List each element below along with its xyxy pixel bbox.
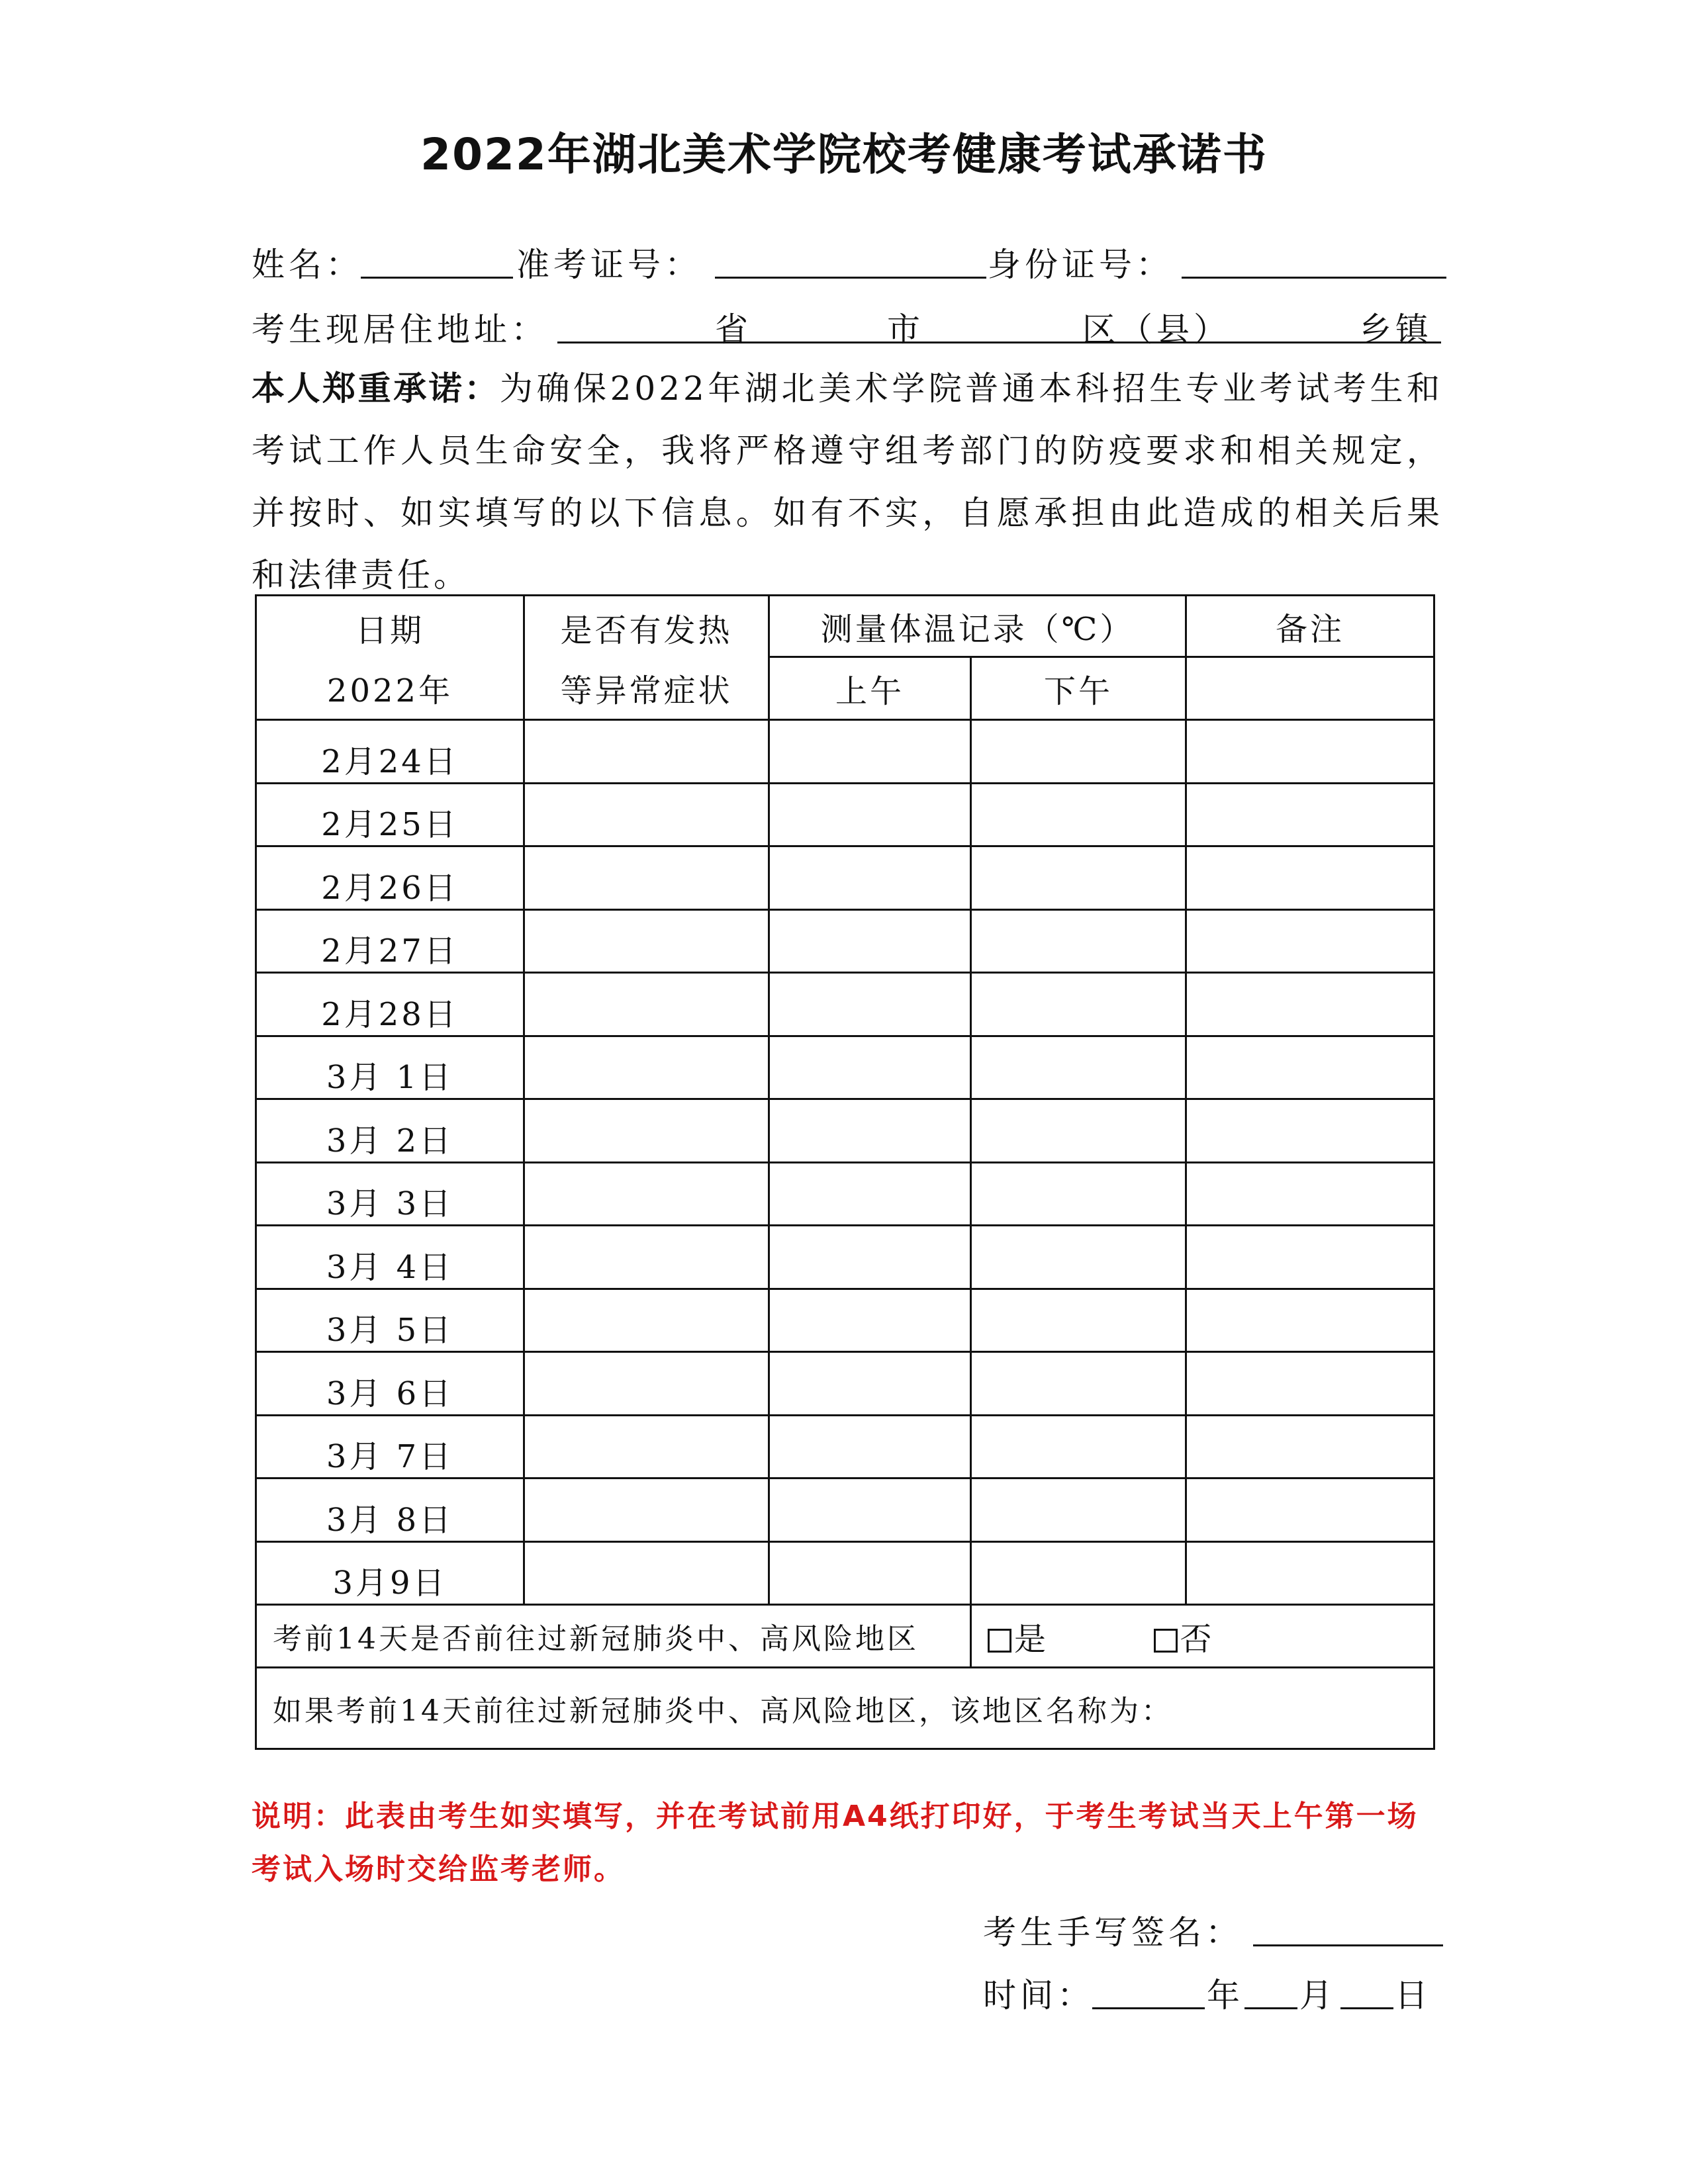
address-row (252, 303, 1443, 349)
region-name-question[interactable]: 如果考前14天前往过新冠肺炎中、高风险地区，该地区名称为： (256, 1668, 1434, 1749)
fever-cell[interactable] (524, 1289, 769, 1352)
afternoon-temp-cell[interactable] (971, 1415, 1186, 1479)
fever-header (524, 596, 769, 720)
table-row (256, 846, 1434, 910)
date-signed-row (983, 1969, 1446, 2015)
day-label: 日 (1395, 1976, 1432, 2015)
morning-temp-cell[interactable] (769, 846, 971, 910)
morning-temp-cell[interactable] (769, 1479, 971, 1542)
table-row (256, 720, 1434, 784)
remarks-cell[interactable] (1186, 1415, 1434, 1479)
table-row (256, 1352, 1434, 1416)
morning-temp-cell[interactable] (769, 783, 971, 846)
morning-temp-cell[interactable] (769, 1415, 971, 1479)
yes-checkbox[interactable] (988, 1629, 1011, 1653)
fever-header-line2: 等异常症状 (560, 672, 733, 709)
afternoon-temp-cell[interactable] (971, 1479, 1186, 1542)
morning-temp-cell[interactable] (769, 1352, 971, 1416)
fever-cell[interactable] (524, 783, 769, 846)
date-header (256, 596, 524, 720)
date-cell: 2月25日 (256, 783, 524, 846)
yes-option[interactable] (988, 1621, 1049, 1658)
date-cell: 3月 4日 (256, 1226, 524, 1289)
morning-temp-cell[interactable] (769, 1289, 971, 1352)
date-cell: 3月 6日 (256, 1352, 524, 1416)
morning-temp-cell[interactable] (769, 909, 971, 973)
year-label: 年 (1207, 1976, 1244, 2015)
remarks-cell[interactable] (1186, 973, 1434, 1036)
signature-label: 考生手写签名： (983, 1913, 1243, 1952)
fever-cell[interactable] (524, 1479, 769, 1542)
table-row (256, 909, 1434, 973)
afternoon-temp-cell[interactable] (971, 1162, 1186, 1226)
time-label: 时间： (983, 1976, 1094, 2015)
fever-cell[interactable] (524, 1415, 769, 1479)
signature-row (983, 1906, 1446, 1952)
yes-label: 是 (1014, 1620, 1049, 1658)
morning-temp-cell[interactable] (769, 1226, 971, 1289)
remarks-cell[interactable] (1186, 1162, 1434, 1226)
id-number-label: 身份证号： (988, 246, 1173, 284)
town-label: 乡镇 (1358, 310, 1432, 349)
no-label: 否 (1180, 1620, 1215, 1658)
afternoon-temp-cell[interactable] (971, 973, 1186, 1036)
remarks-cell[interactable] (1186, 1541, 1434, 1605)
instruction-note: 说明：此表由考生如实填写，并在考试前用A4纸打印好，于考生考试当天上午第一场考试入场时交给监考老师。 (252, 1799, 1419, 1886)
date-cell: 3月 3日 (256, 1162, 524, 1226)
page-title: 2022年湖北美术学院校考健康考试承诺书 (420, 129, 1268, 180)
date-cell: 3月 8日 (256, 1479, 524, 1542)
morning-temp-cell[interactable] (769, 1099, 971, 1163)
afternoon-temp-cell[interactable] (971, 846, 1186, 910)
date-cell: 2月28日 (256, 973, 524, 1036)
morning-temp-cell[interactable] (769, 720, 971, 784)
afternoon-temp-cell[interactable] (971, 720, 1186, 784)
signature-field[interactable] (1253, 1944, 1443, 1946)
name-label: 姓名： (252, 246, 363, 284)
city-label: 市 (887, 310, 924, 349)
date-cell: 2月24日 (256, 720, 524, 784)
fever-cell[interactable] (524, 720, 769, 784)
afternoon-temp-cell[interactable] (971, 909, 1186, 973)
date-cell: 3月9日 (256, 1541, 524, 1605)
fever-cell[interactable] (524, 909, 769, 973)
no-option[interactable] (1154, 1621, 1215, 1658)
afternoon-temp-cell[interactable] (971, 1226, 1186, 1289)
temperature-header: 测量体温记录（℃） (769, 596, 1186, 657)
fever-cell[interactable] (524, 1541, 769, 1605)
table-row (256, 1162, 1434, 1226)
afternoon-header: 下午 (971, 657, 1186, 720)
afternoon-temp-cell[interactable] (971, 783, 1186, 846)
date-cell: 3月 2日 (256, 1099, 524, 1163)
address-field[interactable] (557, 341, 1441, 343)
month-label: 月 (1299, 1976, 1336, 2015)
date-header-line1: 日期 (355, 612, 424, 649)
date-cell: 3月 1日 (256, 1036, 524, 1099)
risk-area-question: 考前14天是否前往过新冠肺炎中、高风险地区 (256, 1605, 971, 1668)
table-row (256, 1226, 1434, 1289)
admission-number-label: 准考证号： (516, 246, 702, 284)
day-field[interactable] (1340, 2007, 1393, 2009)
region-row (256, 1668, 1434, 1749)
afternoon-temp-cell[interactable] (971, 1036, 1186, 1099)
remarks-cell[interactable] (1186, 1099, 1434, 1163)
province-label: 省 (715, 310, 752, 349)
morning-temp-cell[interactable] (769, 1162, 971, 1226)
remarks-cell[interactable] (1186, 783, 1434, 846)
morning-temp-cell[interactable] (769, 1541, 971, 1605)
remarks-header-sub (1186, 657, 1434, 720)
personal-info-row (252, 238, 1443, 285)
remarks-cell[interactable] (1186, 909, 1434, 973)
table-row (256, 1036, 1434, 1099)
fever-cell[interactable] (524, 1226, 769, 1289)
fever-cell[interactable] (524, 1099, 769, 1163)
date-cell: 2月27日 (256, 909, 524, 973)
afternoon-temp-cell[interactable] (971, 1289, 1186, 1352)
month-field[interactable] (1244, 2007, 1297, 2009)
table-row (256, 783, 1434, 846)
id-number-field[interactable] (1182, 277, 1446, 279)
risk-area-answer (971, 1605, 1434, 1668)
address-label: 考生现居住地址： (252, 310, 548, 349)
table-row (256, 973, 1434, 1036)
date-header-line2: 2022年 (326, 672, 453, 709)
date-cell: 2月26日 (256, 846, 524, 910)
fever-cell[interactable] (524, 973, 769, 1036)
pledge-paragraph (252, 357, 1443, 606)
name-field[interactable] (361, 277, 513, 279)
remarks-cell[interactable] (1186, 1036, 1434, 1099)
remarks-cell[interactable] (1186, 720, 1434, 784)
risk-area-row (256, 1605, 1434, 1668)
remarks-cell[interactable] (1186, 1226, 1434, 1289)
remarks-cell[interactable] (1186, 1352, 1434, 1416)
pledge-lead: 本人郑重承诺： (252, 369, 500, 408)
district-label: 区（县） (1082, 310, 1231, 349)
date-cell: 3月 5日 (256, 1289, 524, 1352)
morning-header: 上午 (769, 657, 971, 720)
morning-temp-cell[interactable] (769, 1036, 971, 1099)
afternoon-temp-cell[interactable] (971, 1099, 1186, 1163)
fever-cell[interactable] (524, 1036, 769, 1099)
afternoon-temp-cell[interactable] (971, 1541, 1186, 1605)
no-checkbox[interactable] (1154, 1629, 1178, 1653)
date-cell: 3月 7日 (256, 1415, 524, 1479)
table-row (256, 1289, 1434, 1352)
admission-number-field[interactable] (715, 277, 986, 279)
fever-cell[interactable] (524, 1162, 769, 1226)
pledge-text: 为确保2022年湖北美术学院普通本科招生专业考试考生和考试工作人员生命安全，我将严格遵守组考部门的防疫要求和相关规定，并按时、如实填写的以下信息。如有不实，自愿承担由此造成的相关后果和法律责任。 (252, 369, 1444, 594)
remarks-cell[interactable] (1186, 1289, 1434, 1352)
remarks-cell[interactable] (1186, 846, 1434, 910)
table-row (256, 1099, 1434, 1163)
fever-header-line1: 是否有发热 (560, 612, 733, 649)
fever-cell[interactable] (524, 1352, 769, 1416)
afternoon-temp-cell[interactable] (971, 1352, 1186, 1416)
table-row (256, 1415, 1434, 1479)
table-row (256, 1479, 1434, 1542)
remarks-cell[interactable] (1186, 1479, 1434, 1542)
remarks-header: 备注 (1186, 596, 1434, 657)
year-field[interactable] (1092, 2007, 1205, 2009)
morning-temp-cell[interactable] (769, 973, 971, 1036)
table-row (256, 1541, 1434, 1605)
fever-cell[interactable] (524, 846, 769, 910)
health-record-table (255, 594, 1435, 1750)
